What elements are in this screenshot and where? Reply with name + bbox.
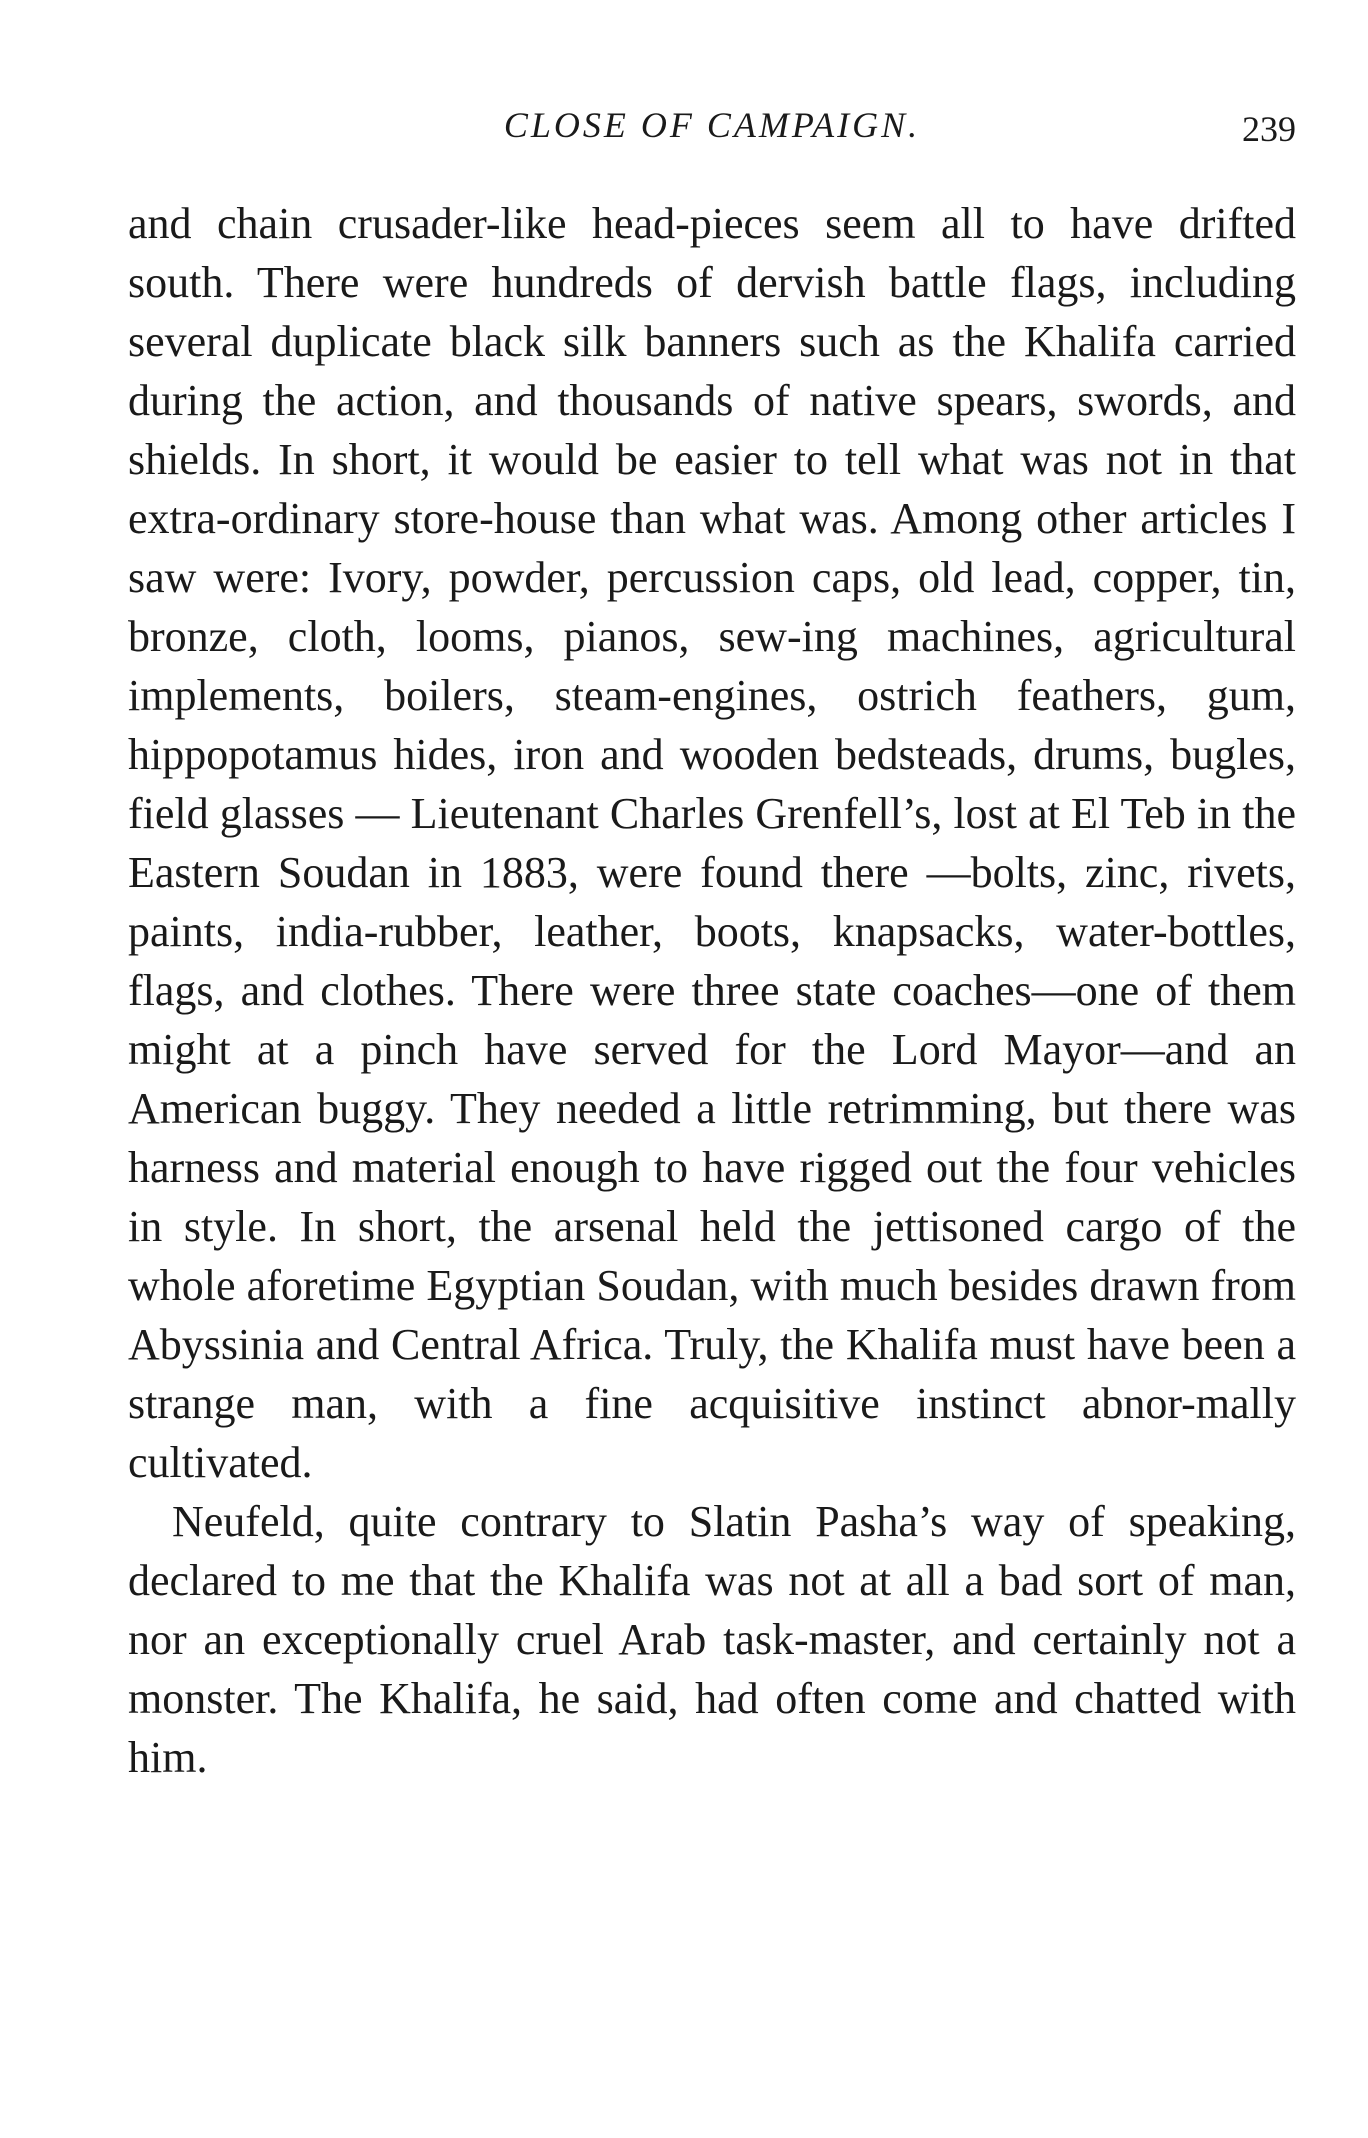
page-number: 239 [1242, 109, 1296, 149]
paragraph-neufeld: Neufeld, quite contrary to Slatin Pasha’s way of speaking, declared to me that the Khalifa was not at all a bad sort of man, nor an exceptionally cruel Arab task-master, and certainly not a monster. The Khalifa, he said, had often come and chatted with him. [128, 1497, 1296, 1782]
running-title: CLOSE OF CAMPAIGN. [503, 105, 921, 145]
paragraph-continued: and chain crusader-like head-pieces seem all to have drifted south. There were hundreds of dervish battle flags, including several duplicate black silk banners such as the Khalifa carried during the action, and thousands of native spears, swords, and shields. In short, it would be easier to tell what was not in that extra-ordinary store-house than what was. Among other articles I saw were: Ivory, powder, percussion caps, old lead, copper, tin, bronze, cloth, looms, pianos, sew-ing machines, agricultural implements, boilers, steam-engines, ostrich feathers, gum, hippopotamus hides, iron and wooden bedsteads, drums, bugles, field glasses — Lieutenant Charles Grenfell’s, lost at El Teb in the Eastern Soudan in 1883, were found there —bolts, zinc, rivets, paints, india-rubber, leather, boots, knapsacks, water-bottles, flags, and clothes. There were three state coaches—one of them might at a pinch have served for the Lord Mayor—and an American buggy. They needed a little retrimming, but there was harness and material enough to have rigged out the four vehicles in style. In short, the arsenal held the jettisoned cargo of the whole aforetime Egyptian Soudan, with much besides drawn from Abyssinia and Central Africa. Truly, the Khalifa must have been a strange man, with a fine acquisitive instinct abnor-mally cultivated. [128, 199, 1296, 1487]
body-text [128, 194, 1296, 1787]
running-head [128, 104, 1296, 152]
